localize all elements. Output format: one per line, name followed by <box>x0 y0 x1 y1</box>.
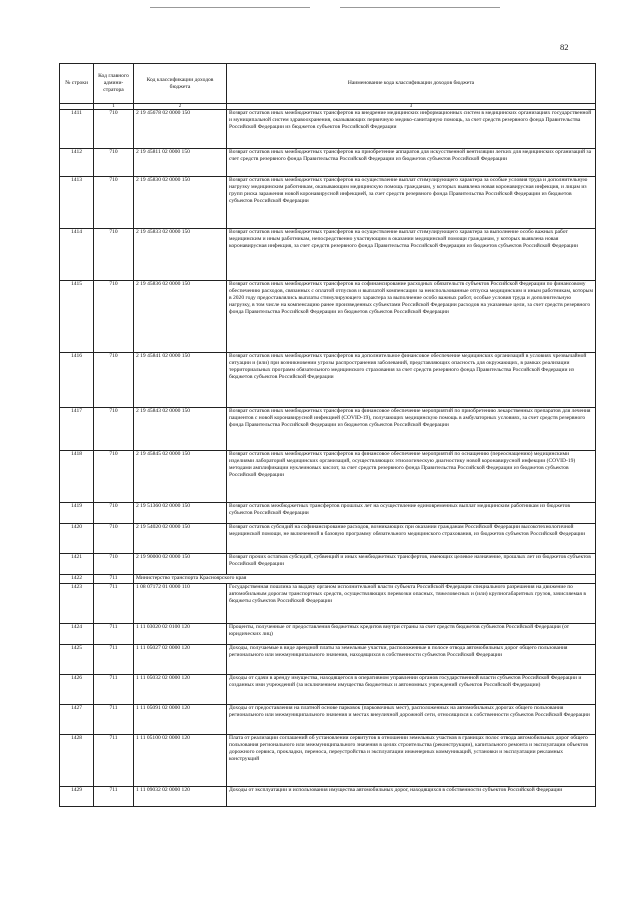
top-rule-right <box>340 7 500 8</box>
column-number: 3 <box>227 104 596 110</box>
admin-code: 711 <box>94 735 134 787</box>
admin-code: 710 <box>94 110 134 149</box>
admin-code: 711 <box>94 584 134 624</box>
header-classification-code: Код классификации доходов бюджета <box>134 64 227 104</box>
classification-code: 2 19 51360 02 0000 150 <box>134 503 227 524</box>
row-number: 1424 <box>60 624 94 645</box>
table-row <box>60 451 596 503</box>
row-number: 1421 <box>60 554 94 575</box>
classification-code: 2 19 90000 02 0000 150 <box>134 554 227 575</box>
row-number: 1427 <box>60 705 94 735</box>
code-name: Возврат остатков иных межбюджетных трансфертов на осуществление выплат стимулирующего характера за выполнение особо важных работ медицинским и иным работникам, непосредственно участвующим в оказании медицинской помощи гражданам, у которых выявлена новая коронавирусная инфекция, за счет средств резервного фонда Правительства Российской Федерации из бюджетов субъектов Российской Федерации <box>227 229 596 281</box>
table-row <box>60 149 596 177</box>
code-name: Возврат остатков межбюджетных трансфертов прошлых лет на осуществление единовременных выплат медицинским работникам из бюджетов субъектов Российской Федерации <box>227 503 596 524</box>
row-number: 1428 <box>60 735 94 787</box>
row-number: 1419 <box>60 503 94 524</box>
admin-code: 710 <box>94 149 134 177</box>
code-name: Возврат остатков субсидий на софинансирование расходов, возникающих при оказании гражданам Российской Федерации высокотехнологичной медицинской помощи, не включенной в базовую программу обязательного медицинского страхования, из бюджетов субъектов Российской Федерации <box>227 524 596 554</box>
code-name: Доходы от эксплуатации и использования имущества автомобильных дорог, находящихся в собственности субъектов Российской Федерации <box>227 787 596 807</box>
admin-code: 711 <box>94 787 134 807</box>
admin-code: 711 <box>94 575 134 584</box>
section-row-group <box>60 575 596 584</box>
table-body-ministry-health <box>60 110 596 575</box>
admin-code: 710 <box>94 177 134 229</box>
code-name: Возврат остатков иных межбюджетных трансфертов на осуществление выплат стимулирующего характера за особые условия труда и дополнительную нагрузку медицинским работникам, оказывающим медицинскую помощь гражданам, у которых выявлена новая коронавирусная инфекция, и лицам из групп риска заражения новой коронавирусной инфекцией, за счет средств резервного фонда Правительства Российской Федерации из бюджетов субъектов Российской Федерации <box>227 177 596 229</box>
admin-code: 711 <box>94 645 134 675</box>
row-number: 1414 <box>60 229 94 281</box>
code-name: Возврат прочих остатков субсидий, субвенций и иных межбюджетных трансфертов, имеющих целевое назначение, прошлых лет из бюджетов субъектов Российской Федерации <box>227 554 596 575</box>
header-row-number: № строки <box>60 64 94 104</box>
code-name: Возврат остатков иных межбюджетных трансфертов на внедрение медицинских информационных систем в медицинских организациях государственной и муниципальной систем здравоохранения, оказывающих первичную медико-санитарную помощь, за счет средств резервного фонда Правительства Российской Федерации из бюджетов субъектов Российской Федерации <box>227 110 596 149</box>
table-row <box>60 675 596 705</box>
row-number: 1422 <box>60 575 94 584</box>
row-number: 1423 <box>60 584 94 624</box>
classification-code: 1 08 07172 01 0000 110 <box>134 584 227 624</box>
code-name: Возврат остатков иных межбюджетных трансфертов на финансовое обеспечение мероприятий по приобретению лекарственных препаратов для лечения пациентов с новой коронавирусной инфекцией (COVID-19), получающих медицинскую помощь в амбулаторных условиях, за счет средств резервного фонда Правительства Российской Федерации из бюджетов субъектов Российской Федерации <box>227 408 596 451</box>
classification-code: 2 19 54020 02 0000 150 <box>134 524 227 554</box>
admin-code: 710 <box>94 503 134 524</box>
row-number: 1416 <box>60 353 94 408</box>
table-row <box>60 705 596 735</box>
admin-code: 711 <box>94 624 134 645</box>
top-rule-left <box>150 7 310 8</box>
row-number: 1420 <box>60 524 94 554</box>
table-row <box>60 645 596 675</box>
code-name: Плата от реализации соглашений об установлении сервитутов в отношении земельных участков в границах полос отвода автомобильных дорог общего пользования регионального или межмуниципального значения в целях строительства (реконструкции), капитального ремонта и эксплуатации объектов дорожного сервиса, прокладки, переноса, переустройства и эксплуатации инженерных коммуникаций, установки и эксплуатации рекламных конструкций <box>227 735 596 787</box>
classification-code: 2 19 45841 02 0000 150 <box>134 353 227 408</box>
table-row <box>60 110 596 149</box>
table-row <box>60 353 596 408</box>
page-number: 82 <box>560 42 569 52</box>
table-row <box>60 624 596 645</box>
header-admin-code: Код главного админи-стратора <box>94 64 134 104</box>
admin-code: 710 <box>94 281 134 353</box>
classification-code: 2 19 45678 02 0000 150 <box>134 110 227 149</box>
admin-code: 711 <box>94 675 134 705</box>
section-row <box>60 575 596 584</box>
row-number: 1425 <box>60 645 94 675</box>
code-name: Возврат остатков иных межбюджетных трансфертов на финансовое обеспечение мероприятий по оснащению (переоснащению) медицинскими изделиями лабораторий медицинских организаций, осуществляющих этиологическую диагностику новой коронавирусной инфекции (COVID-19) методами амплификации нуклеиновых кислот, за счет средств резервного фонда Правительства Российской Федерации из бюджетов субъектов Российской Федерации <box>227 451 596 503</box>
classification-code: 2 19 45833 02 0000 150 <box>134 229 227 281</box>
table-row <box>60 408 596 451</box>
code-name: Возврат остатков иных межбюджетных трансфертов на софинансирование расходных обязательств субъектов Российской Федерации по финансовому обеспечению расходов, связанных с оплатой отпусков и выплатой компенсации за неиспользованные отпуска медицинским и иным работникам, которым в 2020 году предоставлялись выплаты стимулирующего характера за выполнение особо важных работ, особые условия труда и дополнительную нагрузку, в том числе на компенсацию ранее произведенных субъектами Российской Федерации расходов на указанные цели, за счет средств резервного фонда Правительства Российской Федерации из бюджетов субъектов Российской Федерации <box>227 281 596 353</box>
row-number: 1426 <box>60 675 94 705</box>
classification-code: 1 11 03020 02 0100 120 <box>134 624 227 645</box>
column-number: 2 <box>134 104 227 110</box>
row-number: 1411 <box>60 110 94 149</box>
classification-code: 2 19 45811 02 0000 150 <box>134 149 227 177</box>
classification-code: 1 11 09032 02 0000 120 <box>134 787 227 807</box>
classification-code: 1 11 05027 02 0000 120 <box>134 645 227 675</box>
classification-code: 1 11 05032 02 0000 120 <box>134 675 227 705</box>
row-number: 1415 <box>60 281 94 353</box>
classification-code: 2 19 45830 02 0000 150 <box>134 177 227 229</box>
code-name: Доходы от сдачи в аренду имущества, находящегося в оперативном управлении органов государственной власти субъектов Российской Федерации и созданных ими учреждений (за исключением имущества бюджетных и автономных учреждений субъектов Российской Федерации) <box>227 675 596 705</box>
code-name: Доходы от предоставления на платной основе парковок (парковочных мест), расположенных на автомобильных дорогах общего пользования регионального или межмуниципального значения и местах внеуличной дорожной сети, относящихся к собственности субъектов Российской Федерации <box>227 705 596 735</box>
admin-code: 710 <box>94 524 134 554</box>
code-name: Проценты, полученные от предоставления бюджетных кредитов внутри страны за счет средств бюджетов субъектов Российской Федерации (от юридических лиц) <box>227 624 596 645</box>
admin-code: 710 <box>94 229 134 281</box>
code-name: Доходы, получаемые в виде арендной платы за земельные участки, расположенные в полосе отвода автомобильных дорог общего пользования регионального или межмуниципального значения, находящихся в собственности субъектов Российской Федерации <box>227 645 596 675</box>
classification-code: 2 19 45843 02 0000 150 <box>134 408 227 451</box>
admin-code: 710 <box>94 451 134 503</box>
classification-code: 1 11 05091 02 0000 120 <box>134 705 227 735</box>
classification-code: 2 19 45836 02 0000 150 <box>134 281 227 353</box>
row-number: 1417 <box>60 408 94 451</box>
table-row <box>60 524 596 554</box>
admin-code: 710 <box>94 554 134 575</box>
classification-code: 2 19 45845 02 0000 150 <box>134 451 227 503</box>
table-row <box>60 787 596 807</box>
table-row <box>60 554 596 575</box>
classification-code: 1 11 05100 02 0000 120 <box>134 735 227 787</box>
row-number: 1413 <box>60 177 94 229</box>
admin-code: 710 <box>94 408 134 451</box>
table-row <box>60 229 596 281</box>
table-row <box>60 735 596 787</box>
table-row <box>60 503 596 524</box>
revenue-classification-table <box>59 63 596 807</box>
table-body-ministry-transport <box>60 584 596 807</box>
table-header-row <box>60 64 596 104</box>
table-row <box>60 281 596 353</box>
code-name: Возврат остатков иных межбюджетных трансфертов на дополнительное финансовое обеспечение медицинских организаций в условиях чрезвычайной ситуации и (или) при возникновении угрозы распространения заболеваний, представляющих опасность для окружающих, в рамках реализации территориальных программ обязательного медицинского страхования за счет средств резервного фонда Правительства Российской Федерации из бюджетов субъектов Российской Федерации <box>227 353 596 408</box>
table-row <box>60 177 596 229</box>
header-code-name: Наименование кода классификации доходов бюджета <box>227 64 596 104</box>
section-title: Министерство транспорта Красноярского края <box>134 575 596 584</box>
admin-code: 710 <box>94 353 134 408</box>
row-number: 1412 <box>60 149 94 177</box>
column-number: 1 <box>94 104 134 110</box>
admin-code: 711 <box>94 705 134 735</box>
row-number: 1418 <box>60 451 94 503</box>
row-number: 1429 <box>60 787 94 807</box>
code-name: Возврат остатков иных межбюджетных трансфертов на приобретение аппаратов для искусственной вентиляции легких для медицинских организаций за счет средств резервного фонда Правительства Российской Федерации из бюджетов субъектов Российской Федерации <box>227 149 596 177</box>
table-row <box>60 584 596 624</box>
code-name: Государственная пошлина за выдачу органом исполнительной власти субъекта Российской Федерации специального разрешения на движение по автомобильным дорогам транспортных средств, осуществляющих перевозки опасных, тяжеловесных и (или) крупногабаритных грузов, зачисляемая в бюджеты субъектов Российской Федерации <box>227 584 596 624</box>
